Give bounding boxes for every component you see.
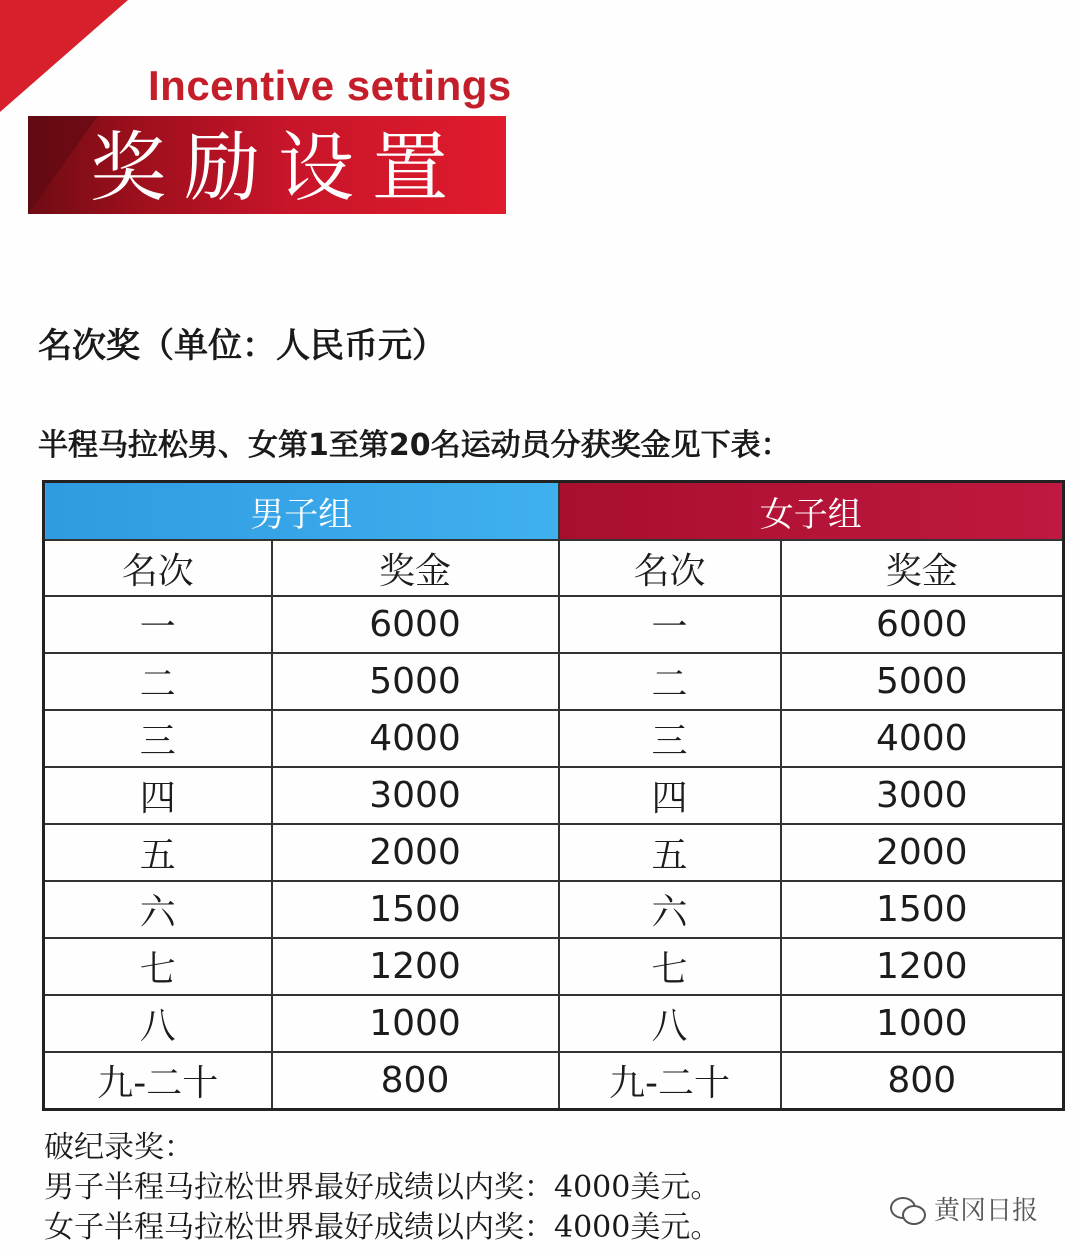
intro-text: 半程马拉松男、女第1至第20名运动员分获奖金见下表：: [38, 428, 791, 463]
men-rank-cell: 一: [44, 596, 272, 653]
women-rank-cell: 三: [559, 710, 781, 767]
section-heading: 名次奖（单位：人民币元）: [38, 326, 446, 366]
table-row: [44, 596, 1064, 653]
men-prize-cell: 5000: [272, 653, 559, 710]
record-award-block: [44, 1128, 720, 1248]
women-group-header: 女子组: [559, 482, 1064, 541]
men-rank-cell: 五: [44, 824, 272, 881]
men-prize-cell: 2000: [272, 824, 559, 881]
men-rank-cell: 六: [44, 881, 272, 938]
column-header-rank: 名次: [559, 540, 781, 596]
watermark: [890, 1190, 1038, 1227]
men-rank-cell: 八: [44, 995, 272, 1052]
women-rank-cell: 五: [559, 824, 781, 881]
prize-table: [42, 480, 1065, 1111]
women-rank-cell: 一: [559, 596, 781, 653]
table-row: [44, 995, 1064, 1052]
women-prize-cell: 3000: [781, 767, 1064, 824]
men-rank-cell: 二: [44, 653, 272, 710]
men-record-award: 男子半程马拉松世界最好成绩以内奖：4000美元。: [44, 1170, 721, 1205]
column-header-row: [44, 540, 1064, 596]
table-row: [44, 710, 1064, 767]
record-award-heading: 破纪录奖：: [44, 1130, 194, 1165]
women-prize-cell: 2000: [781, 824, 1064, 881]
men-group-header: 男子组: [44, 482, 559, 541]
women-prize-cell: 1000: [781, 995, 1064, 1052]
women-prize-cell: 1500: [781, 881, 1064, 938]
women-rank-cell: 四: [559, 767, 781, 824]
watermark-text: 黄冈日报: [934, 1196, 1039, 1226]
men-prize-cell: 4000: [272, 710, 559, 767]
table-row: [44, 653, 1064, 710]
subtitle-english: Incentive settings: [148, 62, 512, 109]
wechat-icon: [890, 1195, 926, 1223]
women-prize-cell: 4000: [781, 710, 1064, 767]
table-row: [44, 767, 1064, 824]
women-rank-cell: 九-二十: [559, 1052, 781, 1110]
women-prize-cell: 5000: [781, 653, 1064, 710]
women-prize-cell: 6000: [781, 596, 1064, 653]
women-prize-cell: 800: [781, 1052, 1064, 1110]
column-header-rank: 名次: [44, 540, 272, 596]
table-row: [44, 824, 1064, 881]
group-header-row: [44, 482, 1064, 541]
men-prize-cell: 1200: [272, 938, 559, 995]
men-prize-cell: 6000: [272, 596, 559, 653]
men-prize-cell: 3000: [272, 767, 559, 824]
women-rank-cell: 六: [559, 881, 781, 938]
women-rank-cell: 八: [559, 995, 781, 1052]
women-record-award: 女子半程马拉松世界最好成绩以内奖：4000美元。: [44, 1210, 721, 1245]
men-rank-cell: 九-二十: [44, 1052, 272, 1110]
corner-decoration: [0, 0, 128, 112]
table-row: [44, 938, 1064, 995]
table-row: [44, 1052, 1064, 1110]
men-rank-cell: 七: [44, 938, 272, 995]
table-row: [44, 881, 1064, 938]
men-rank-cell: 三: [44, 710, 272, 767]
column-header-prize: 奖金: [781, 540, 1064, 596]
column-header-prize: 奖金: [272, 540, 559, 596]
women-rank-cell: 七: [559, 938, 781, 995]
page-title: 奖励设置: [90, 123, 466, 212]
men-prize-cell: 1000: [272, 995, 559, 1052]
women-prize-cell: 1200: [781, 938, 1064, 995]
women-rank-cell: 二: [559, 653, 781, 710]
men-prize-cell: 1500: [272, 881, 559, 938]
men-prize-cell: 800: [272, 1052, 559, 1110]
men-rank-cell: 四: [44, 767, 272, 824]
